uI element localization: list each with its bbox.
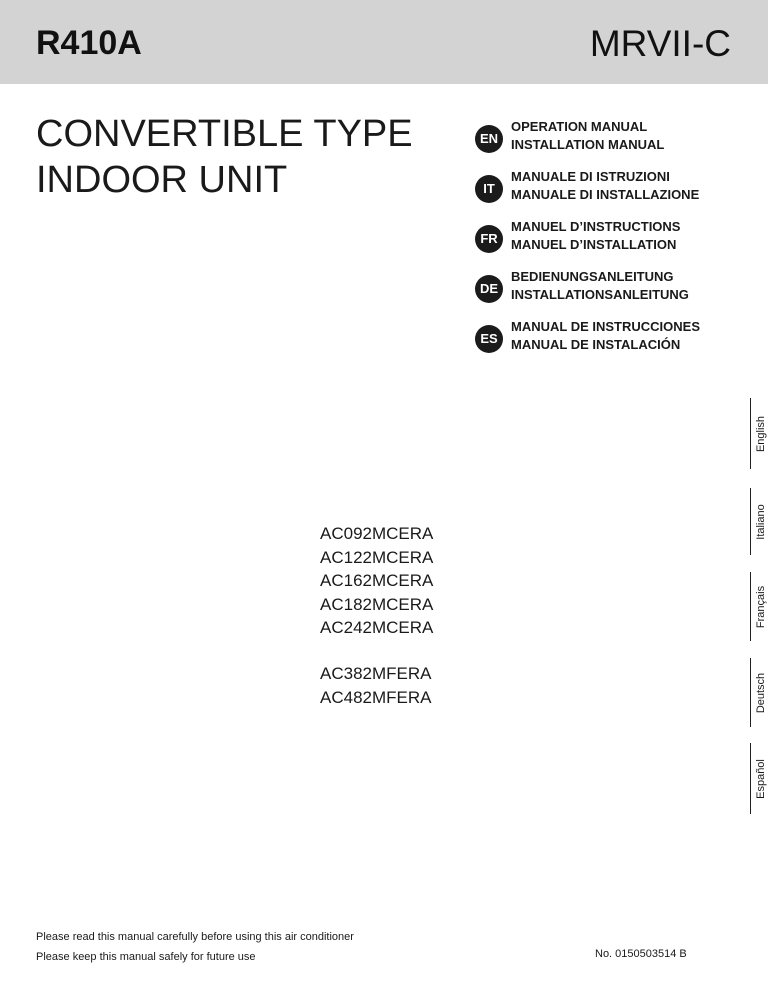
- language-text-fr: [511, 218, 680, 254]
- series-label: MRVII-C: [589, 23, 731, 64]
- manual-title-it-operation: MANUALE DI ISTRUZIONI: [511, 169, 670, 184]
- language-text-es: [511, 318, 700, 354]
- language-row-fr: [475, 218, 755, 258]
- read-manual-note: Please read this manual carefully before using this air conditioner: [36, 931, 354, 943]
- model-number: AC382MFERA: [320, 664, 432, 683]
- language-text-it: [511, 168, 699, 204]
- title-line-2: INDOOR UNIT: [36, 159, 288, 201]
- side-tab-english[interactable]: [750, 398, 768, 469]
- side-tab-espanol[interactable]: [750, 743, 768, 814]
- manual-title-fr-installation: MANUEL D’INSTALLATION: [511, 237, 677, 252]
- footer-notes: [36, 927, 354, 967]
- model-number: AC122MCERA: [320, 547, 434, 567]
- model-number: AC092MCERA: [320, 524, 434, 543]
- manual-title-it-installation: MANUALE DI INSTALLAZIONE: [511, 187, 700, 202]
- language-text-de: [511, 268, 689, 304]
- side-tab-english-label: English: [755, 415, 767, 452]
- language-row-it: [475, 168, 755, 208]
- manual-title-es-installation: MANUAL DE INSTALACIÓN: [511, 337, 681, 352]
- document-title: [36, 111, 413, 203]
- side-tab-francais[interactable]: [750, 572, 768, 641]
- language-row-en: [475, 118, 755, 158]
- manual-title-de-operation: BEDIENUNGSANLEITUNG: [511, 269, 674, 284]
- model-number: AC242MCERA: [320, 618, 434, 637]
- language-badge-it: IT: [475, 175, 503, 203]
- side-tab-francais-label: Français: [755, 585, 767, 628]
- title-line-1: CONVERTIBLE TYPE: [36, 113, 413, 155]
- header-bar: [0, 0, 768, 84]
- model-list-group-2: [320, 662, 431, 709]
- language-badge-fr: FR: [475, 225, 503, 253]
- model-number: AC162MCERA: [320, 571, 434, 590]
- side-tab-italiano[interactable]: [750, 488, 768, 555]
- manual-title-de-installation: INSTALLATIONSANLEITUNG: [511, 287, 689, 302]
- model-list-group-1: [320, 522, 433, 640]
- manual-title-fr-operation: MANUEL D’INSTRUCTIONS: [511, 219, 681, 234]
- side-tab-italiano-label: Italiano: [755, 503, 767, 540]
- manual-title-en-installation: INSTALLATION MANUAL: [511, 137, 665, 152]
- language-badge-es: ES: [475, 325, 503, 353]
- side-tab-deutsch-label: Deutsch: [755, 672, 767, 713]
- keep-manual-note: Please keep this manual safely for future use: [36, 951, 256, 963]
- language-badge-en: EN: [475, 125, 503, 153]
- language-text-en: [511, 118, 664, 154]
- side-tab-espanol-label: Español: [755, 758, 767, 799]
- model-number: AC482MFERA: [320, 687, 432, 707]
- language-row-es: [475, 318, 755, 358]
- manual-title-en-operation: OPERATION MANUAL: [511, 119, 648, 134]
- language-badge-de: DE: [475, 275, 503, 303]
- language-row-de: [475, 268, 755, 308]
- model-number: AC182MCERA: [320, 594, 434, 614]
- side-tab-deutsch[interactable]: [750, 658, 768, 727]
- manual-title-es-operation: MANUAL DE INSTRUCCIONES: [511, 319, 700, 334]
- document-number: No. 0150503514 B: [595, 948, 687, 960]
- refrigerant-label: R410A: [36, 24, 142, 62]
